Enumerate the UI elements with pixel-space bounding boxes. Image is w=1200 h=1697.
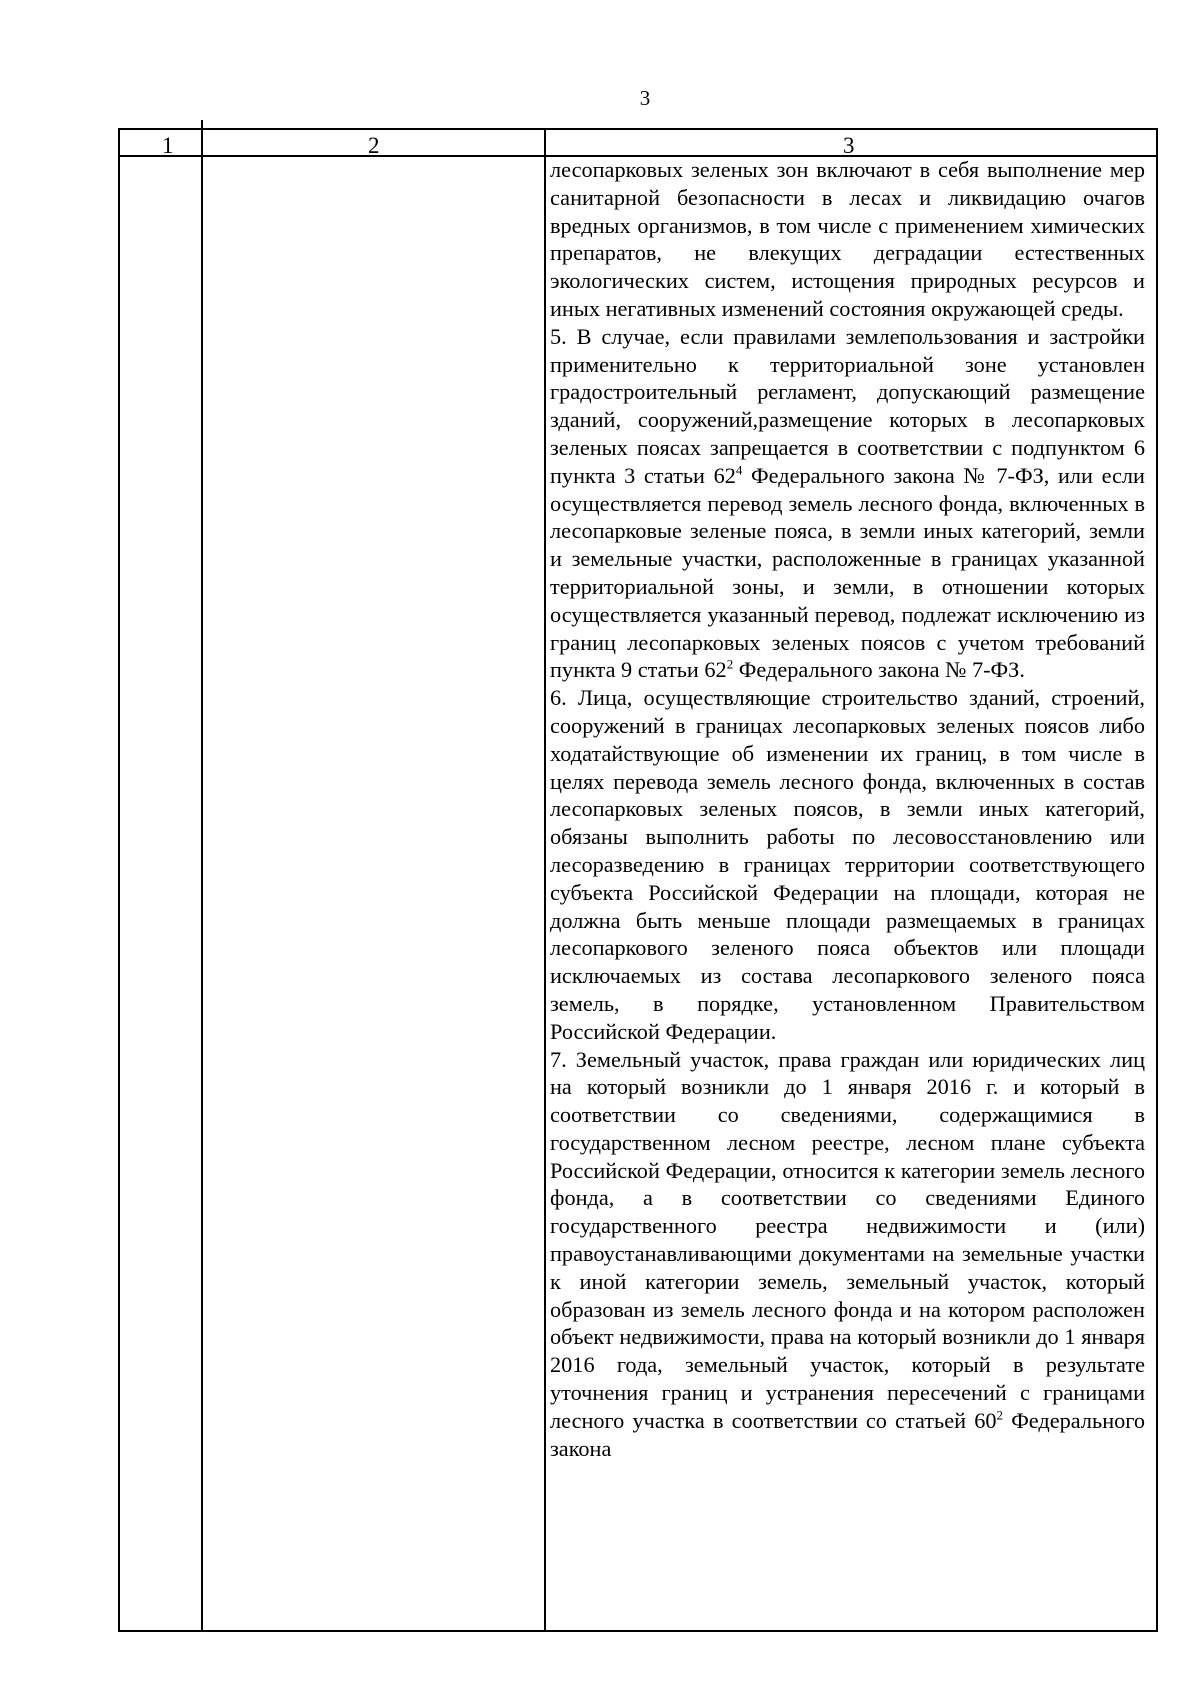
table-right-border <box>1156 128 1158 1632</box>
column-header-1: 1 <box>162 133 174 158</box>
column-divider-2 <box>544 128 546 1632</box>
table-left-border <box>118 128 120 1632</box>
paragraph-continuation: лесопарковых зеленых зон включают в себя выполнение мер санитарной безопасности в лесах и ликвидацию очагов вредных организмов, в том числе с применением химических препаратов, не влекущих деградации естественных экологических систем, истощения природных ресурсов и иных негативных изменений состояния окружающей среды. <box>550 157 1145 321</box>
paragraph-5: 5. В случае, если правилами землепользования и застройки применительно к территориальной зоне установлен градостроительный регламент, допускающий размещение зданий, сооружений,размещение которых в лесопарковых зеленых поясах запрещается в соответствии с подпунктом 6 пункта 3 статьи $62^4$ Федерального закона № 7-ФЗ, или если осуществляется перевод земель лесного фонда, включенных в лесопарковые зеленые пояса, в земли иных категорий, земли и земельные участки, расположенные в границах указанной территориальной зоны, и земли, в отношении которых осуществляется указанный перевод, подлежат исключению из границ лесопарковых зеленых поясов с учетом требований пункта 9 статьи $62^2$ Федерального закона № 7-ФЗ. <box>550 323 1145 683</box>
paragraph-7: 7. Земельный участок, права граждан или юридических лиц на который возникли до 1 января 2016 г. и который в соответствии со сведениями, содержащимися в государственном лесном реестре, лесном плане субъекта Российской Федерации, относится к категории земель лесного фонда, а в соответствии со сведениями Единого государственного реестра недвижимости и (или) правоустанавливающими документами на земельные участки к иной категории земель, земельный участок, который образован из земель лесного фонда и на котором расположен объект недвижимости, права на который возникли до 1 января 2016 года, земельный участок, который в результате уточнения границ и устранения пересечений с границами лесного участка в соответствии со статьей $60^2$ Федерального закона <box>550 1046 1146 1461</box>
column-divider-1 <box>201 120 203 1632</box>
page-number: 3 <box>639 86 651 110</box>
column-header-3: 3 <box>843 133 855 158</box>
superscript-4: 4 <box>735 462 743 478</box>
table-bottom-border <box>118 1630 1158 1632</box>
table-top-border <box>118 128 1158 130</box>
superscript-2: 2 <box>726 656 734 672</box>
paragraph-6: 6. Лица, осуществляющие строительство зданий, строений, сооружений в границах лесопарковых зеленых поясов либо ходатайствующие об изменении их границ, в том числе в целях перевода земель лесного фонда, включенных в состав лесопарковых зеленых поясов, в земли иных категорий, обязаны выполнить работы по лесовосстановлению или лесоразведению в границах территории соответствующего субъекта Российской Федерации на площади, которая не должна быть меньше площади размещаемых в границах лесопаркового зеленого пояса объектов или площади исключаемых из состава лесопаркового зеленого пояса земель, в порядке, установленном Правительством Российской Федерации. <box>550 685 1145 1044</box>
column-3-content <box>550 156 1145 1462</box>
column-header-2: 2 <box>368 133 380 158</box>
superscript-2: 2 <box>996 1407 1004 1423</box>
